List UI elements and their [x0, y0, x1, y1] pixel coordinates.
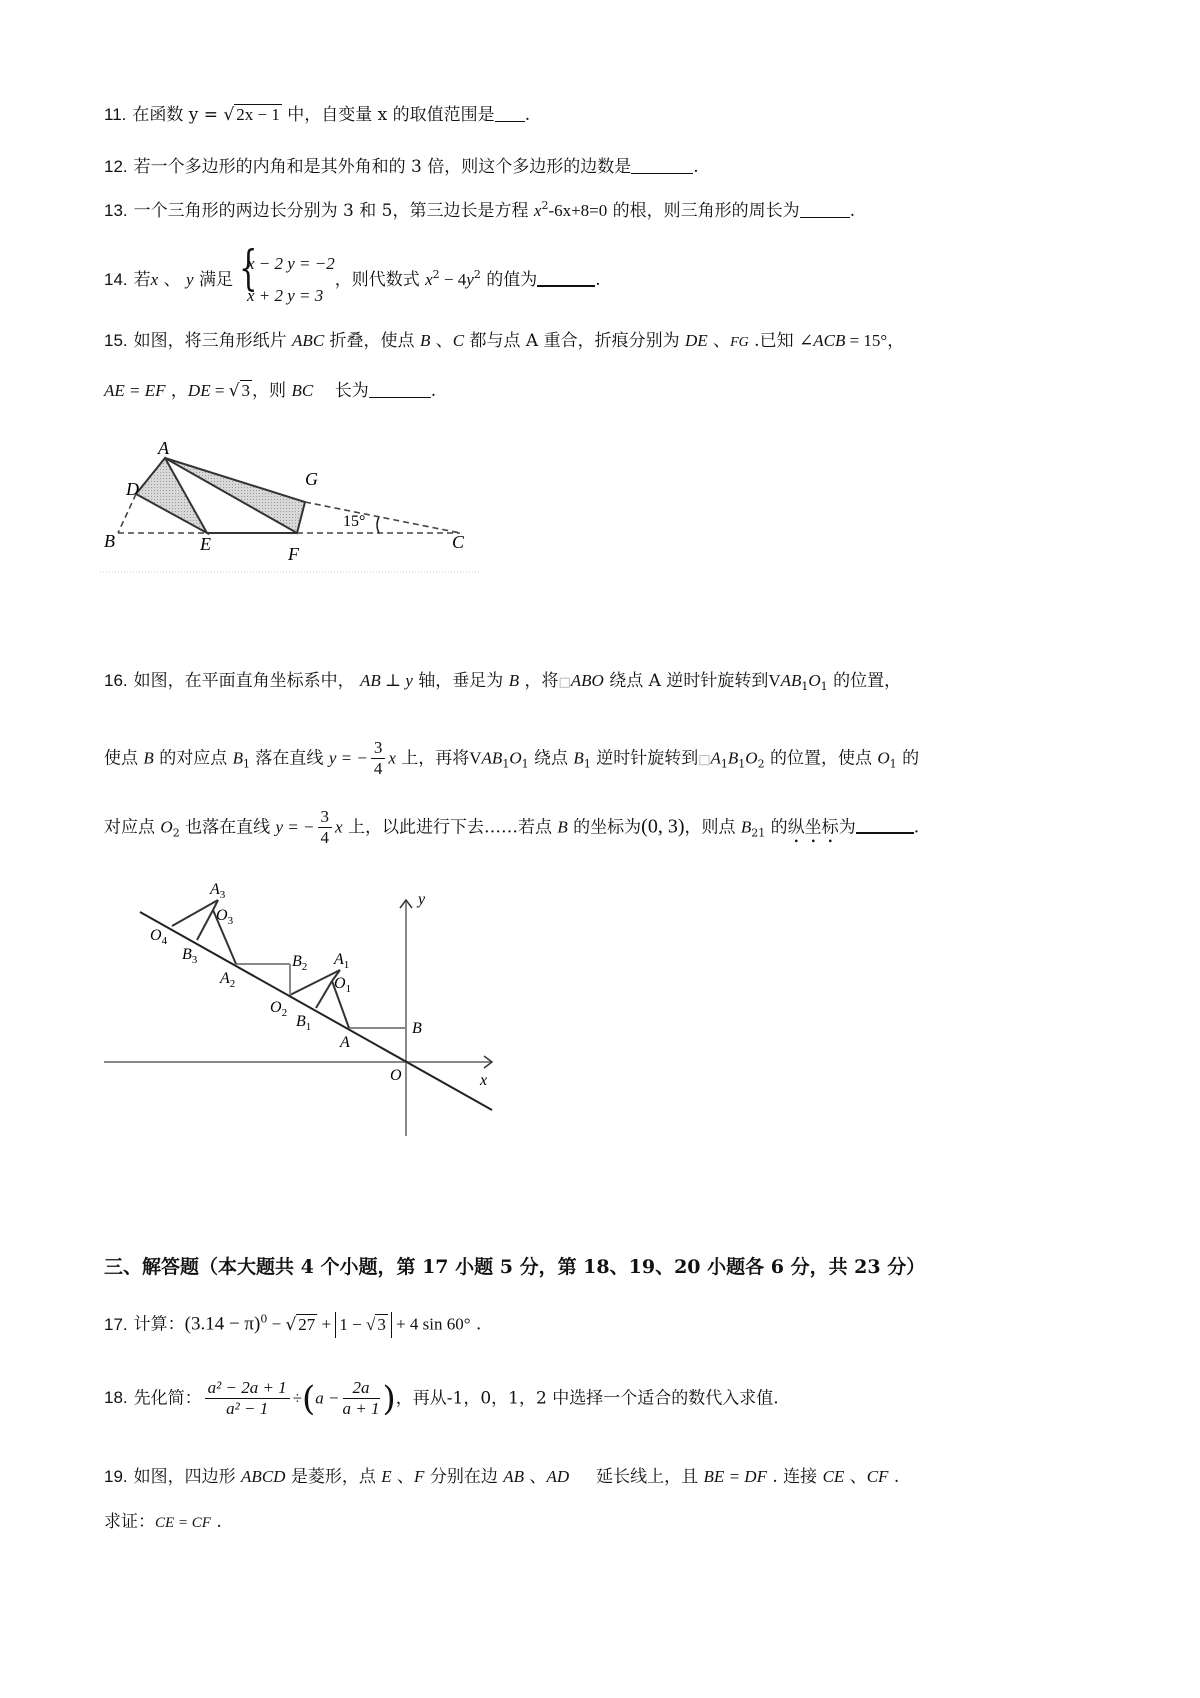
question-text: 先化简： — [133, 1388, 202, 1409]
question-text: 长为 — [313, 381, 369, 401]
question-text: 的对应点 — [153, 748, 233, 769]
punct: . — [210, 1512, 222, 1532]
question-number: 15. — [104, 331, 128, 350]
subscript: 2 — [301, 961, 308, 973]
math-var: ABCD — [241, 1467, 286, 1486]
math-expr: BE = DF — [703, 1467, 767, 1486]
answer-blank[interactable] — [800, 203, 850, 218]
subscript: 3 — [219, 889, 226, 901]
math-var: B — [740, 817, 752, 837]
missing-glyph-box: □ — [698, 752, 711, 768]
question-text: .已知 ∠ — [748, 331, 814, 351]
answer-blank[interactable] — [495, 107, 525, 122]
subscript: 3 — [191, 954, 198, 966]
math-var: x — [388, 748, 396, 768]
math-expr: a − — [315, 1388, 340, 1408]
math-var: B — [557, 817, 568, 837]
subscript: 4 — [161, 935, 168, 947]
label-F: F — [288, 544, 299, 564]
math: ⊥ — [380, 671, 406, 690]
question-15-line-1 — [104, 332, 904, 350]
question-12 — [104, 158, 699, 176]
equation: -6x+8=0 — [548, 201, 608, 220]
math: − — [267, 1314, 286, 1334]
radicand: 27 — [298, 1314, 316, 1334]
dashed-GC — [305, 502, 460, 533]
label-D: D — [126, 479, 139, 499]
math-var: B — [232, 748, 243, 768]
question-text: 的根，则三角形的周长为 — [607, 201, 800, 221]
subscript: 2 — [229, 978, 236, 990]
exponent: 2 — [541, 199, 549, 212]
math-var: AB — [780, 671, 802, 690]
point-label-A2: $A_2$ — [220, 970, 236, 990]
question-19-line-2 — [104, 1514, 222, 1531]
question-15-line-2 — [104, 382, 436, 400]
punct: . — [430, 381, 437, 401]
math-expr: y = − — [275, 817, 315, 837]
exponent: 0 — [260, 1312, 268, 1326]
math-var: ACB — [813, 331, 846, 350]
denominator: 4 — [320, 828, 329, 848]
subscript: 1 — [820, 680, 828, 693]
punct: 、 — [391, 1467, 415, 1487]
math: = 15°， — [845, 331, 905, 350]
question-text: 如图，在平面直角坐标系中， — [133, 671, 361, 691]
question-text: 上，以此进行下去……若点 — [342, 817, 558, 838]
question-text: 逆时针旋转到 — [590, 748, 699, 769]
segment-O1B1 — [316, 981, 332, 1008]
question-text: 轴，垂足为 — [412, 671, 509, 691]
question-text: 的坐标为 — [567, 817, 642, 838]
point-label-O1: $O_1$ — [334, 975, 352, 995]
math-expr: AE = EF — [104, 381, 166, 400]
emphasized-text: 纵坐标 — [787, 817, 839, 838]
sqrt-expression: √ 3 — [228, 381, 251, 401]
question-17 — [104, 1312, 481, 1338]
question-text: ，则代数式 — [334, 269, 426, 290]
x-axis-label: x — [480, 1072, 488, 1089]
subscript: 1 — [343, 959, 350, 971]
punct: . — [693, 157, 699, 177]
math-var: x — [150, 269, 159, 289]
math-var: AB — [481, 748, 503, 768]
question-text: 的位置，使点 — [764, 748, 878, 769]
sqrt-expression: √ 2x − 1 — [223, 105, 280, 125]
question-text: . 连接 — [766, 1467, 823, 1487]
question-number: 16. — [104, 671, 128, 690]
sqrt-expression: √ 3 — [365, 1315, 386, 1334]
math-expr: CE = CF — [155, 1515, 211, 1531]
paren-left: ( — [302, 1378, 316, 1419]
point-label-A1: $A_1$ — [334, 951, 350, 971]
math-var: B — [573, 748, 584, 768]
subscript: 1 — [345, 983, 352, 995]
point-label-B2: $B_2$ — [292, 953, 308, 973]
numerator: a² − 2a + 1 — [205, 1378, 290, 1399]
subscript: 1 — [305, 1021, 312, 1033]
equation-1: x − 2 y = −2 — [246, 254, 335, 273]
subscript: 21 — [751, 826, 766, 840]
question-18 — [104, 1378, 779, 1420]
math-var: y — [466, 269, 474, 289]
math-var: C — [452, 331, 465, 350]
question-number: 12. — [104, 157, 128, 176]
fraction-2 — [343, 1378, 380, 1420]
triangle-symbol: V — [469, 748, 482, 768]
question-text: 也落在直线 — [179, 817, 276, 838]
question-text: ，则点 — [684, 817, 741, 838]
question-text: 绕点 — [528, 748, 574, 769]
math-var: x — [335, 817, 343, 837]
math-var: FG — [730, 335, 749, 350]
math-var: B — [143, 748, 154, 768]
question-text: 折叠，使点 — [324, 331, 420, 351]
answer-blank[interactable] — [369, 383, 431, 398]
math-var: O — [160, 817, 173, 837]
question-text: 的 — [765, 817, 788, 838]
punct: 、 — [707, 331, 731, 351]
question-text: 在函数 y = — [132, 105, 224, 125]
math-expr: y = − — [328, 748, 368, 768]
label-A: A — [158, 438, 169, 458]
subscript: 1 — [801, 680, 809, 693]
point-label-O4: $O_4$ — [150, 927, 168, 947]
label-C: C — [452, 532, 465, 552]
punct: . — [595, 269, 601, 290]
math-var: CE — [822, 1467, 845, 1486]
punct: 、 — [430, 331, 453, 351]
equation-2: x + 2 y = 3 — [246, 286, 324, 306]
coordinate: (0, 3) — [641, 815, 685, 838]
segment-O3B3 — [197, 910, 213, 940]
question-text: 中，自变量 x 的取值范围是 — [281, 105, 495, 125]
math-var: B — [419, 331, 431, 350]
figure-rotation-coordinate-plane — [100, 880, 540, 1140]
question-text: 上，再将 — [395, 748, 470, 769]
math: 1 − — [339, 1315, 366, 1334]
question-text: 为 — [838, 817, 856, 838]
math-var: y — [186, 269, 194, 289]
math-var: AD — [546, 1467, 570, 1486]
figure-folded-triangle — [100, 430, 480, 580]
question-text: ，将 — [519, 671, 559, 691]
subscript: 3 — [227, 915, 234, 927]
question-19-line-1 — [104, 1468, 899, 1486]
subscript: 1 — [720, 757, 728, 771]
question-text: 的位置， — [827, 671, 902, 691]
question-16-line-1 — [104, 672, 901, 692]
punct: . — [524, 105, 531, 125]
math-var: ABO — [570, 671, 604, 690]
point-label-B3: $B_3$ — [182, 946, 198, 966]
question-text: 绕点 A 逆时针旋转到 — [603, 671, 769, 691]
punct: . — [470, 1314, 482, 1335]
math-var: O — [745, 748, 758, 768]
label-G: G — [305, 469, 318, 489]
math-var: x — [533, 201, 542, 220]
fraction-1 — [205, 1378, 290, 1420]
subscript: 1 — [243, 757, 250, 771]
punct: 、 — [158, 269, 186, 290]
question-text: 落在直线 — [250, 748, 329, 769]
numerator: 2a — [343, 1378, 380, 1399]
absolute-value — [335, 1312, 391, 1338]
angle-arc — [377, 517, 379, 533]
math: = — [210, 381, 229, 400]
math-var: O — [509, 748, 522, 768]
math: + — [317, 1314, 336, 1334]
math-var: ABC — [292, 331, 325, 350]
math-var: B — [508, 671, 520, 690]
question-text: 计算： — [133, 1314, 185, 1335]
subscript: 1 — [502, 757, 510, 771]
denominator: 4 — [373, 759, 383, 779]
subscript: 2 — [281, 1007, 288, 1019]
missing-glyph-box: □ — [558, 675, 571, 690]
math-var: CF — [866, 1467, 889, 1486]
point-label-A: A — [340, 1034, 350, 1051]
line-y-neg-three-quarter-x — [140, 912, 492, 1110]
math-var: DE — [187, 381, 211, 400]
denominator: a² − 1 — [226, 1399, 269, 1419]
answer-blank[interactable] — [537, 271, 595, 287]
subscript: 2 — [172, 826, 180, 840]
question-text: ，再从-1，0，1，2 中选择一个适合的数代入求值. — [395, 1388, 779, 1409]
brace: { — [239, 240, 258, 296]
punct: ， — [165, 381, 188, 401]
question-number: 14. — [104, 269, 128, 289]
question-text: 使点 — [104, 748, 144, 769]
fraction — [371, 738, 386, 780]
question-text: 满足 — [193, 269, 233, 290]
question-11 — [104, 106, 530, 124]
equation-system — [233, 240, 335, 313]
subscript: 1 — [889, 757, 897, 771]
punct: . — [913, 817, 920, 838]
sqrt-expression: √ 27 — [285, 1314, 316, 1335]
exponent: 2 — [432, 267, 440, 281]
point-label-B: B — [412, 1020, 422, 1037]
punct: . — [849, 201, 856, 221]
question-text: 是菱形，点 — [285, 1467, 382, 1487]
question-text: 的 — [896, 748, 920, 769]
math-var: E — [381, 1467, 392, 1486]
math-var: O — [877, 748, 890, 768]
fraction — [318, 807, 333, 849]
point-label-B1: $B_1$ — [296, 1013, 312, 1033]
dashed-DB — [118, 494, 136, 533]
math-expr: + 4 sin 60° — [391, 1314, 471, 1334]
question-number: 19. — [104, 1467, 128, 1486]
triangle-symbol: V — [768, 671, 781, 690]
question-text: 对应点 — [104, 817, 161, 838]
subscript: 1 — [583, 757, 591, 771]
question-14 — [104, 240, 601, 313]
question-text: 如图，将三角形纸片 — [133, 331, 293, 351]
label-E: E — [200, 534, 211, 554]
subscript: 1 — [521, 757, 529, 771]
question-text: 若一个多边形的内角和是其外角和的 3 倍，则这个多边形的边数是 — [133, 157, 632, 177]
radicand: 2x − 1 — [236, 105, 280, 124]
punct: 、 — [524, 1467, 547, 1487]
question-text: 如图，四边形 — [133, 1467, 242, 1487]
section-3-heading: 三、解答题（本大题共 4 个小题，第 17 小题 5 分，第 18、19、20 小题各 6 分，共 23 分） — [104, 1256, 926, 1278]
math-var: BC — [291, 381, 314, 400]
answer-blank[interactable] — [631, 159, 693, 174]
question-text: 一个三角形的两边长分别为 3 和 5，第三边长是方程 — [133, 201, 534, 221]
point-label-O3: $O_3$ — [216, 907, 234, 927]
question-text: 分别在边 — [424, 1467, 504, 1487]
exponent: 2 — [473, 267, 481, 281]
math-var: F — [414, 1467, 425, 1486]
question-number: 17. — [104, 1314, 128, 1334]
question-16-line-2 — [104, 738, 919, 780]
punct: 、 — [844, 1467, 867, 1487]
question-number: 13. — [104, 201, 128, 220]
question-text: 延长线上，且 — [569, 1467, 704, 1487]
radicand: 3 — [241, 381, 251, 400]
radicand: 3 — [377, 1315, 386, 1334]
math-var: y — [405, 671, 413, 690]
numerator: 3 — [318, 807, 333, 828]
question-number: 11. — [104, 105, 127, 124]
question-13 — [104, 200, 855, 220]
y-axis-label: y — [418, 891, 426, 908]
math-expr: (3.14 − π) — [184, 1313, 261, 1335]
math-var: AB — [503, 1467, 525, 1486]
math-var: A — [710, 748, 721, 768]
paren-right: ) — [382, 1378, 396, 1419]
origin-label: O — [390, 1067, 402, 1084]
label-B: B — [104, 531, 115, 551]
subscript: 1 — [738, 757, 746, 771]
math-var: B — [727, 748, 739, 768]
question-text: ，则 — [252, 381, 292, 401]
question-number: 18. — [104, 1388, 128, 1408]
numerator: 3 — [371, 738, 386, 759]
question-text: 若 — [133, 269, 151, 290]
question-text: 都与点 A 重合，折痕分别为 — [464, 331, 686, 351]
math: − 4 — [439, 269, 467, 289]
math-var: DE — [685, 331, 708, 350]
subscript: 2 — [757, 757, 765, 771]
point-label-A3: $A_3$ — [210, 881, 226, 901]
question-text: 求证： — [104, 1512, 155, 1532]
division-sign: ÷ — [292, 1388, 303, 1408]
angle-label: 15° — [343, 513, 366, 530]
math-var: AB — [360, 671, 381, 690]
math-var: x — [425, 269, 433, 289]
punct: . — [888, 1467, 900, 1487]
question-text: 的值为 — [480, 269, 538, 290]
point-label-O2: $O_2$ — [270, 999, 288, 1019]
math-var: O — [808, 671, 821, 690]
answer-blank[interactable] — [856, 818, 914, 834]
question-16-line-3 — [104, 807, 919, 849]
denominator: a + 1 — [342, 1399, 380, 1419]
